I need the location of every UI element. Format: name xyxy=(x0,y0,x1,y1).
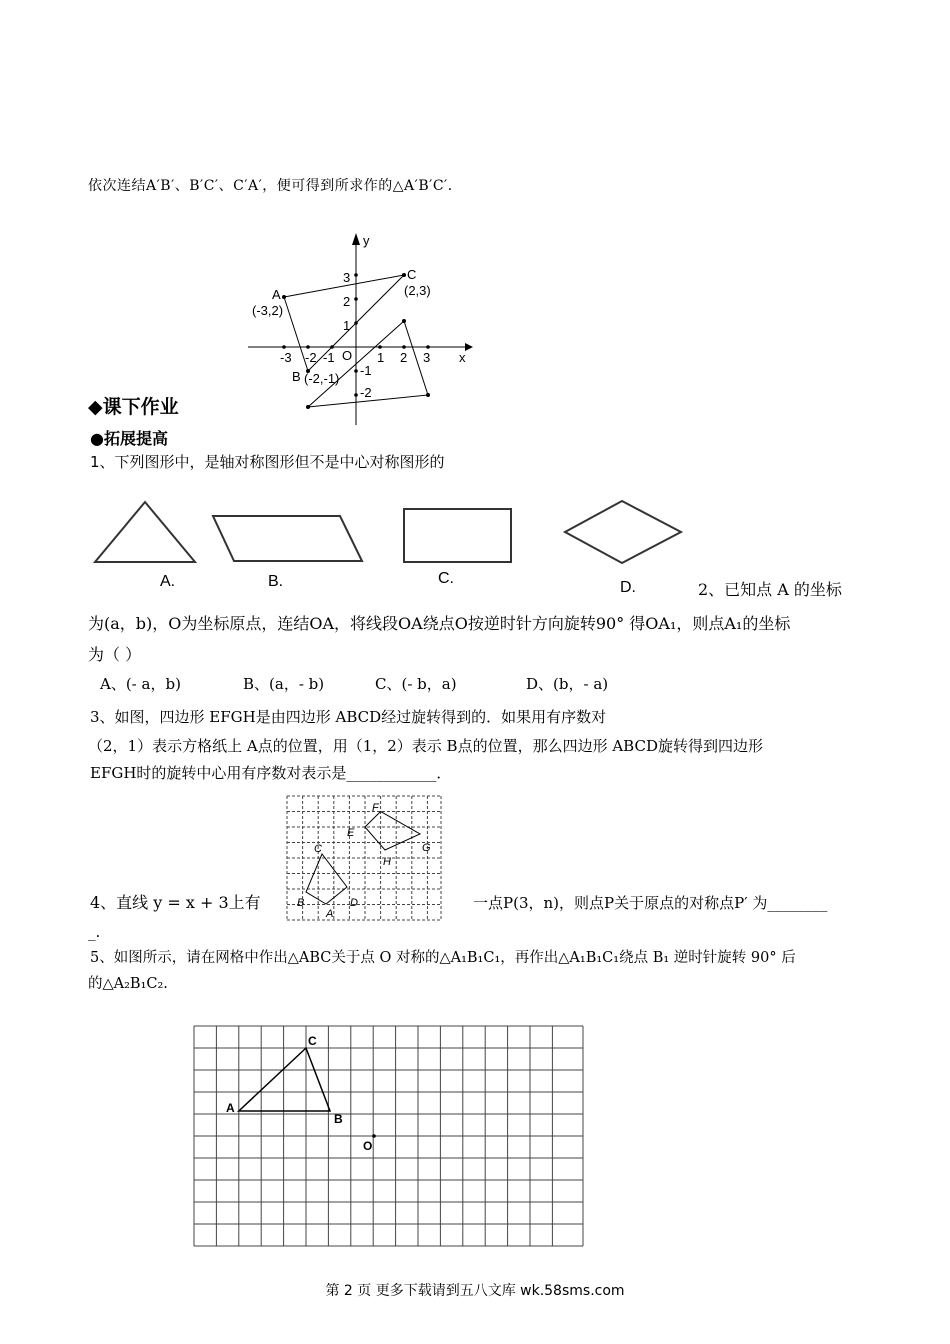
q3-line1: 3、如图，四边形 EFGH是由四边形 ABCD经过旋转得到的．如果用有序数对 xyxy=(90,708,607,726)
triangle-abc-q5 xyxy=(239,1048,330,1111)
point-label: C xyxy=(308,1034,317,1048)
q2-line1: 2、已知点 A 的坐标 xyxy=(698,580,842,599)
coordinate-figure xyxy=(240,225,480,430)
y-tick-label: 1 xyxy=(343,318,351,333)
q1-shapes xyxy=(88,494,708,604)
point-label: A xyxy=(326,908,334,920)
point-label: H xyxy=(383,856,391,868)
y-axis-arrow xyxy=(352,233,360,245)
y-tick-label: 3 xyxy=(343,270,351,285)
point-b-coord: (-2,-1) xyxy=(304,371,340,386)
option-label: A. xyxy=(160,573,176,590)
point-label: B xyxy=(334,1112,343,1126)
y-tick-label: 2 xyxy=(343,294,351,309)
point-a-coord: (-3,2) xyxy=(252,303,284,318)
option-label: B. xyxy=(268,573,284,590)
section-title: ◆课下作业 xyxy=(88,396,179,418)
point-label: E xyxy=(347,827,355,839)
x-tick-label: -3 xyxy=(280,350,292,365)
y-axis-label: y xyxy=(363,233,370,248)
page-footer: 第 2 页 更多下载请到五八文库 wk.58sms.com xyxy=(325,1283,625,1299)
x-axis-label: x xyxy=(459,350,466,365)
q3-line3: EFGH时的旋转中心用有序数对表示是____________． xyxy=(90,764,452,782)
q2-option-d: D、(b，- a) xyxy=(526,675,609,693)
quad-abcd xyxy=(306,854,347,904)
point-c-coord: (2,3) xyxy=(404,283,431,298)
q2-line2: 为(a，b)，O为坐标原点，连结OA，将线段OA绕点O按逆时针方向旋转90° 得OA₁，则点A₁的坐标 xyxy=(88,614,791,633)
q5-grid-figure xyxy=(190,1022,590,1254)
point-label: B xyxy=(297,897,305,909)
x-tick-label: 2 xyxy=(400,350,408,365)
q4-part2: 一点P(3，n)，则点P关于原点的对称点P′ 为________ xyxy=(473,894,828,912)
origin-label: O xyxy=(342,348,353,363)
q3-line2: （2，1）表示方格纸上 A点的位置，用（1，2）表示 B点的位置，那么四边形 ABCD旋转得到四边形 xyxy=(88,737,763,755)
q5-line2: 的△A₂B₁C₂. xyxy=(88,976,168,992)
point-o xyxy=(372,1134,376,1138)
dashed-grid xyxy=(287,796,441,920)
point-label: D xyxy=(350,897,358,909)
q2-line3: 为（ ） xyxy=(88,645,142,664)
point-a-label: A xyxy=(272,287,281,302)
q2-option-c: C、(- b，a) xyxy=(375,675,457,693)
x-tick-label: -1 xyxy=(323,350,335,365)
x-axis-arrow xyxy=(465,343,473,351)
x-tick-label: -2 xyxy=(305,350,317,365)
q3-grid-figure xyxy=(283,792,445,924)
option-label: C. xyxy=(438,570,454,587)
shape-rhombus xyxy=(565,501,681,563)
x-tick-label: 1 xyxy=(377,350,385,365)
q4-line2: _. xyxy=(88,923,101,941)
intro-line: 依次连结A′B′、B′C′、C′A′，便可得到所求作的△A′B′C′． xyxy=(88,178,463,194)
point-label: F xyxy=(372,802,379,814)
q1-text: 1、下列图形中，是轴对称图形但不是中心对称图形的 xyxy=(90,453,445,471)
q2-option-a: A、(- a，b) xyxy=(100,675,181,693)
y-tick-label: -1 xyxy=(360,363,372,378)
point-b-label: B xyxy=(292,369,301,384)
option-label: D. xyxy=(620,579,636,596)
q2-option-b: B、(a，- b) xyxy=(243,675,325,693)
shape-parallelogram xyxy=(213,516,362,561)
square-grid xyxy=(194,1026,583,1246)
q5-line1: 5、如图所示，请在网格中作出△ABC关于点 O 对称的△A₁B₁C₁，再作出△A₁B₁C₁绕点 B₁ 逆时针旋转 90° 后 xyxy=(90,950,796,966)
point-label: A xyxy=(226,1101,235,1115)
subsection-title: ●拓展提高 xyxy=(90,429,168,448)
point-label: G xyxy=(422,842,431,854)
point-label: O xyxy=(363,1139,373,1153)
point-label: C xyxy=(314,843,322,855)
shape-triangle xyxy=(95,502,195,562)
x-tick-label: 3 xyxy=(423,350,431,365)
y-tick-label: -2 xyxy=(360,385,372,400)
shape-rectangle xyxy=(404,509,511,562)
q4-part1: 4、直线 y = x + 3上有 xyxy=(90,893,261,912)
point-c-label: C xyxy=(407,267,417,282)
